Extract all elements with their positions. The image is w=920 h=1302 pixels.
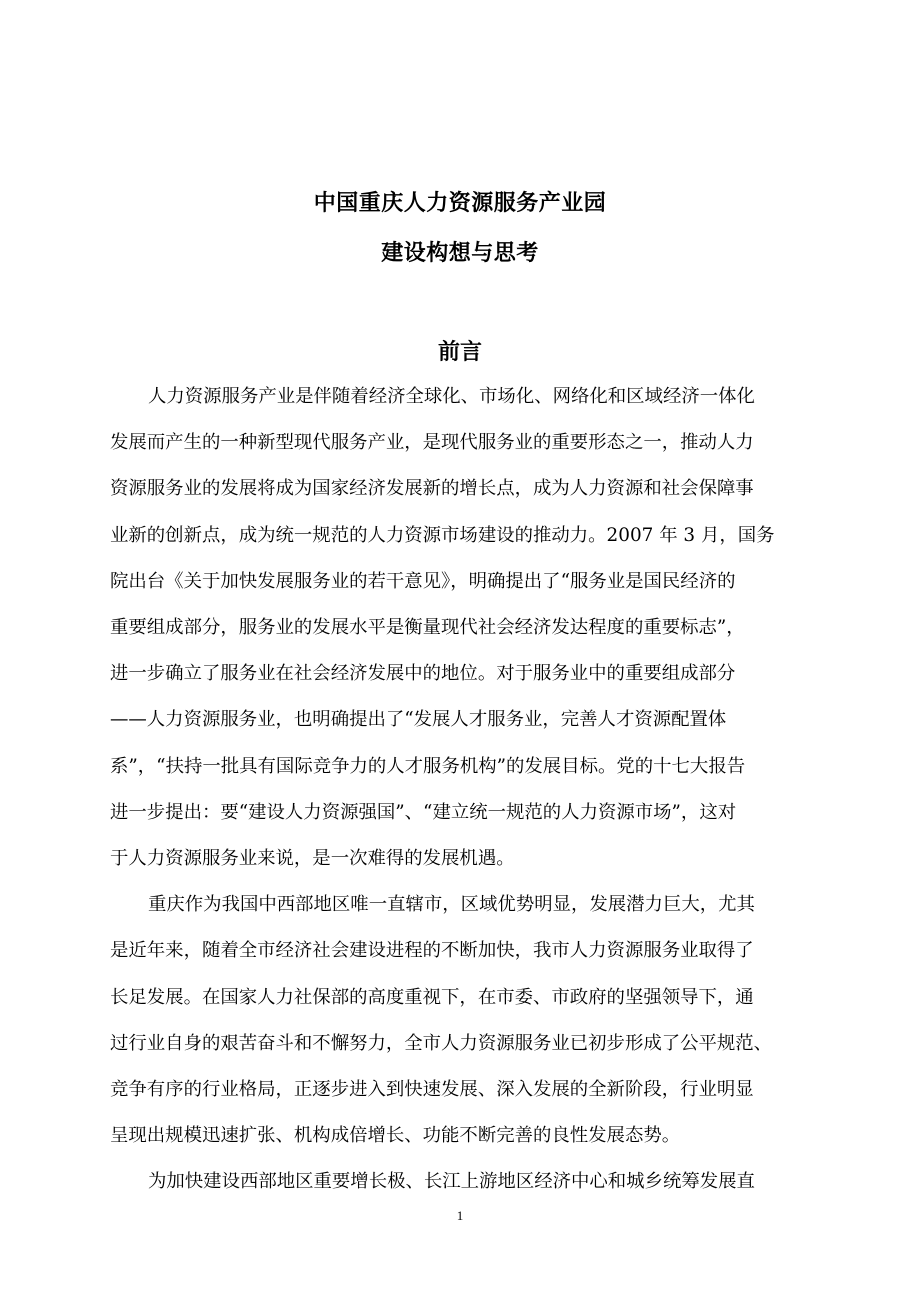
page-number: 1 [456,1208,464,1223]
body-text [110,374,812,1206]
paragraph-1-line-2: 发展而产生的一种新型现代服务产业，是现代服务业的重要形态之一，推动人力 [110,432,754,454]
paragraph-1-line-7: 进一步确立了服务业在社会经济发展中的地位。对于服务业中的重要组成部分 [110,663,736,685]
paragraph-1-line-5: 院出台《关于加快发展服务业的若干意见》，明确提出了“服务业是国民经济的 [110,570,736,592]
paragraph-1-line-9: 系”，“扶持一批具有国际竞争力的人才服务机构”的发展目标。党的十七大报告 [110,755,746,777]
document-title-line-2: 建设构想与思考 [381,241,539,266]
paragraph-2-line-2: 是近年来，随着全市经济社会建设进程的不断加快，我市人力资源服务业取得了 [110,940,754,962]
section-heading: 前言 [437,339,482,365]
paragraph-1-line-1: 人力资源服务产业是伴随着经济全球化、市场化、网络化和区域经济一体化 [148,386,755,407]
paragraph-1-line-10: 进一步提出：要“建设人力资源强国”、“建立统一规范的人力资源市场”，这对 [110,801,737,823]
paragraph-1-line-11: 于人力资源服务业来说，是一次难得的发展机遇。 [110,848,515,870]
paragraph-1-line-3: 资源服务业的发展将成为国家经济发展新的增长点，成为人力资源和社会保障事 [110,478,754,500]
paragraph-1-line-4: 业新的创新点，成为统一规范的人力资源市场建设的推动力。2007 年 3 月，国务 [110,524,775,546]
paragraph-2-line-5: 竞争有序的行业格局，正逐步进入到快速发展、深入发展的全新阶段，行业明显 [110,1079,754,1101]
paragraph-2-line-6: 呈现出规模迅速扩张、机构成倍增长、功能不断完善的良性发展态势。 [110,1125,681,1147]
paragraph-3-line-1: 为加快建设西部地区重要增长极、长江上游地区经济中心和城乡统筹发展直 [148,1171,755,1193]
paragraph-2-line-3: 长足发展。在国家人力社保部的高度重视下，在市委、市政府的坚强领导下，通 [110,986,754,1008]
paragraph-2-line-4: 过行业自身的艰苦奋斗和不懈努力，全市人力资源服务业已初步形成了公平规范、 [110,1032,773,1054]
document-title-line-1: 中国重庆人力资源服务产业园 [313,191,607,216]
paragraph-1-line-6: 重要组成部分，服务业的发展水平是衡量现代社会经济发达程度的重要标志”， [110,617,745,639]
paragraph-1-line-8: ——人力资源服务业，也明确提出了“发展人才服务业，完善人才资源配置体 [110,709,727,731]
paragraph-2-line-1: 重庆作为我国中西部地区唯一直辖市，区域优势明显，发展潜力巨大，尤其 [148,894,755,916]
